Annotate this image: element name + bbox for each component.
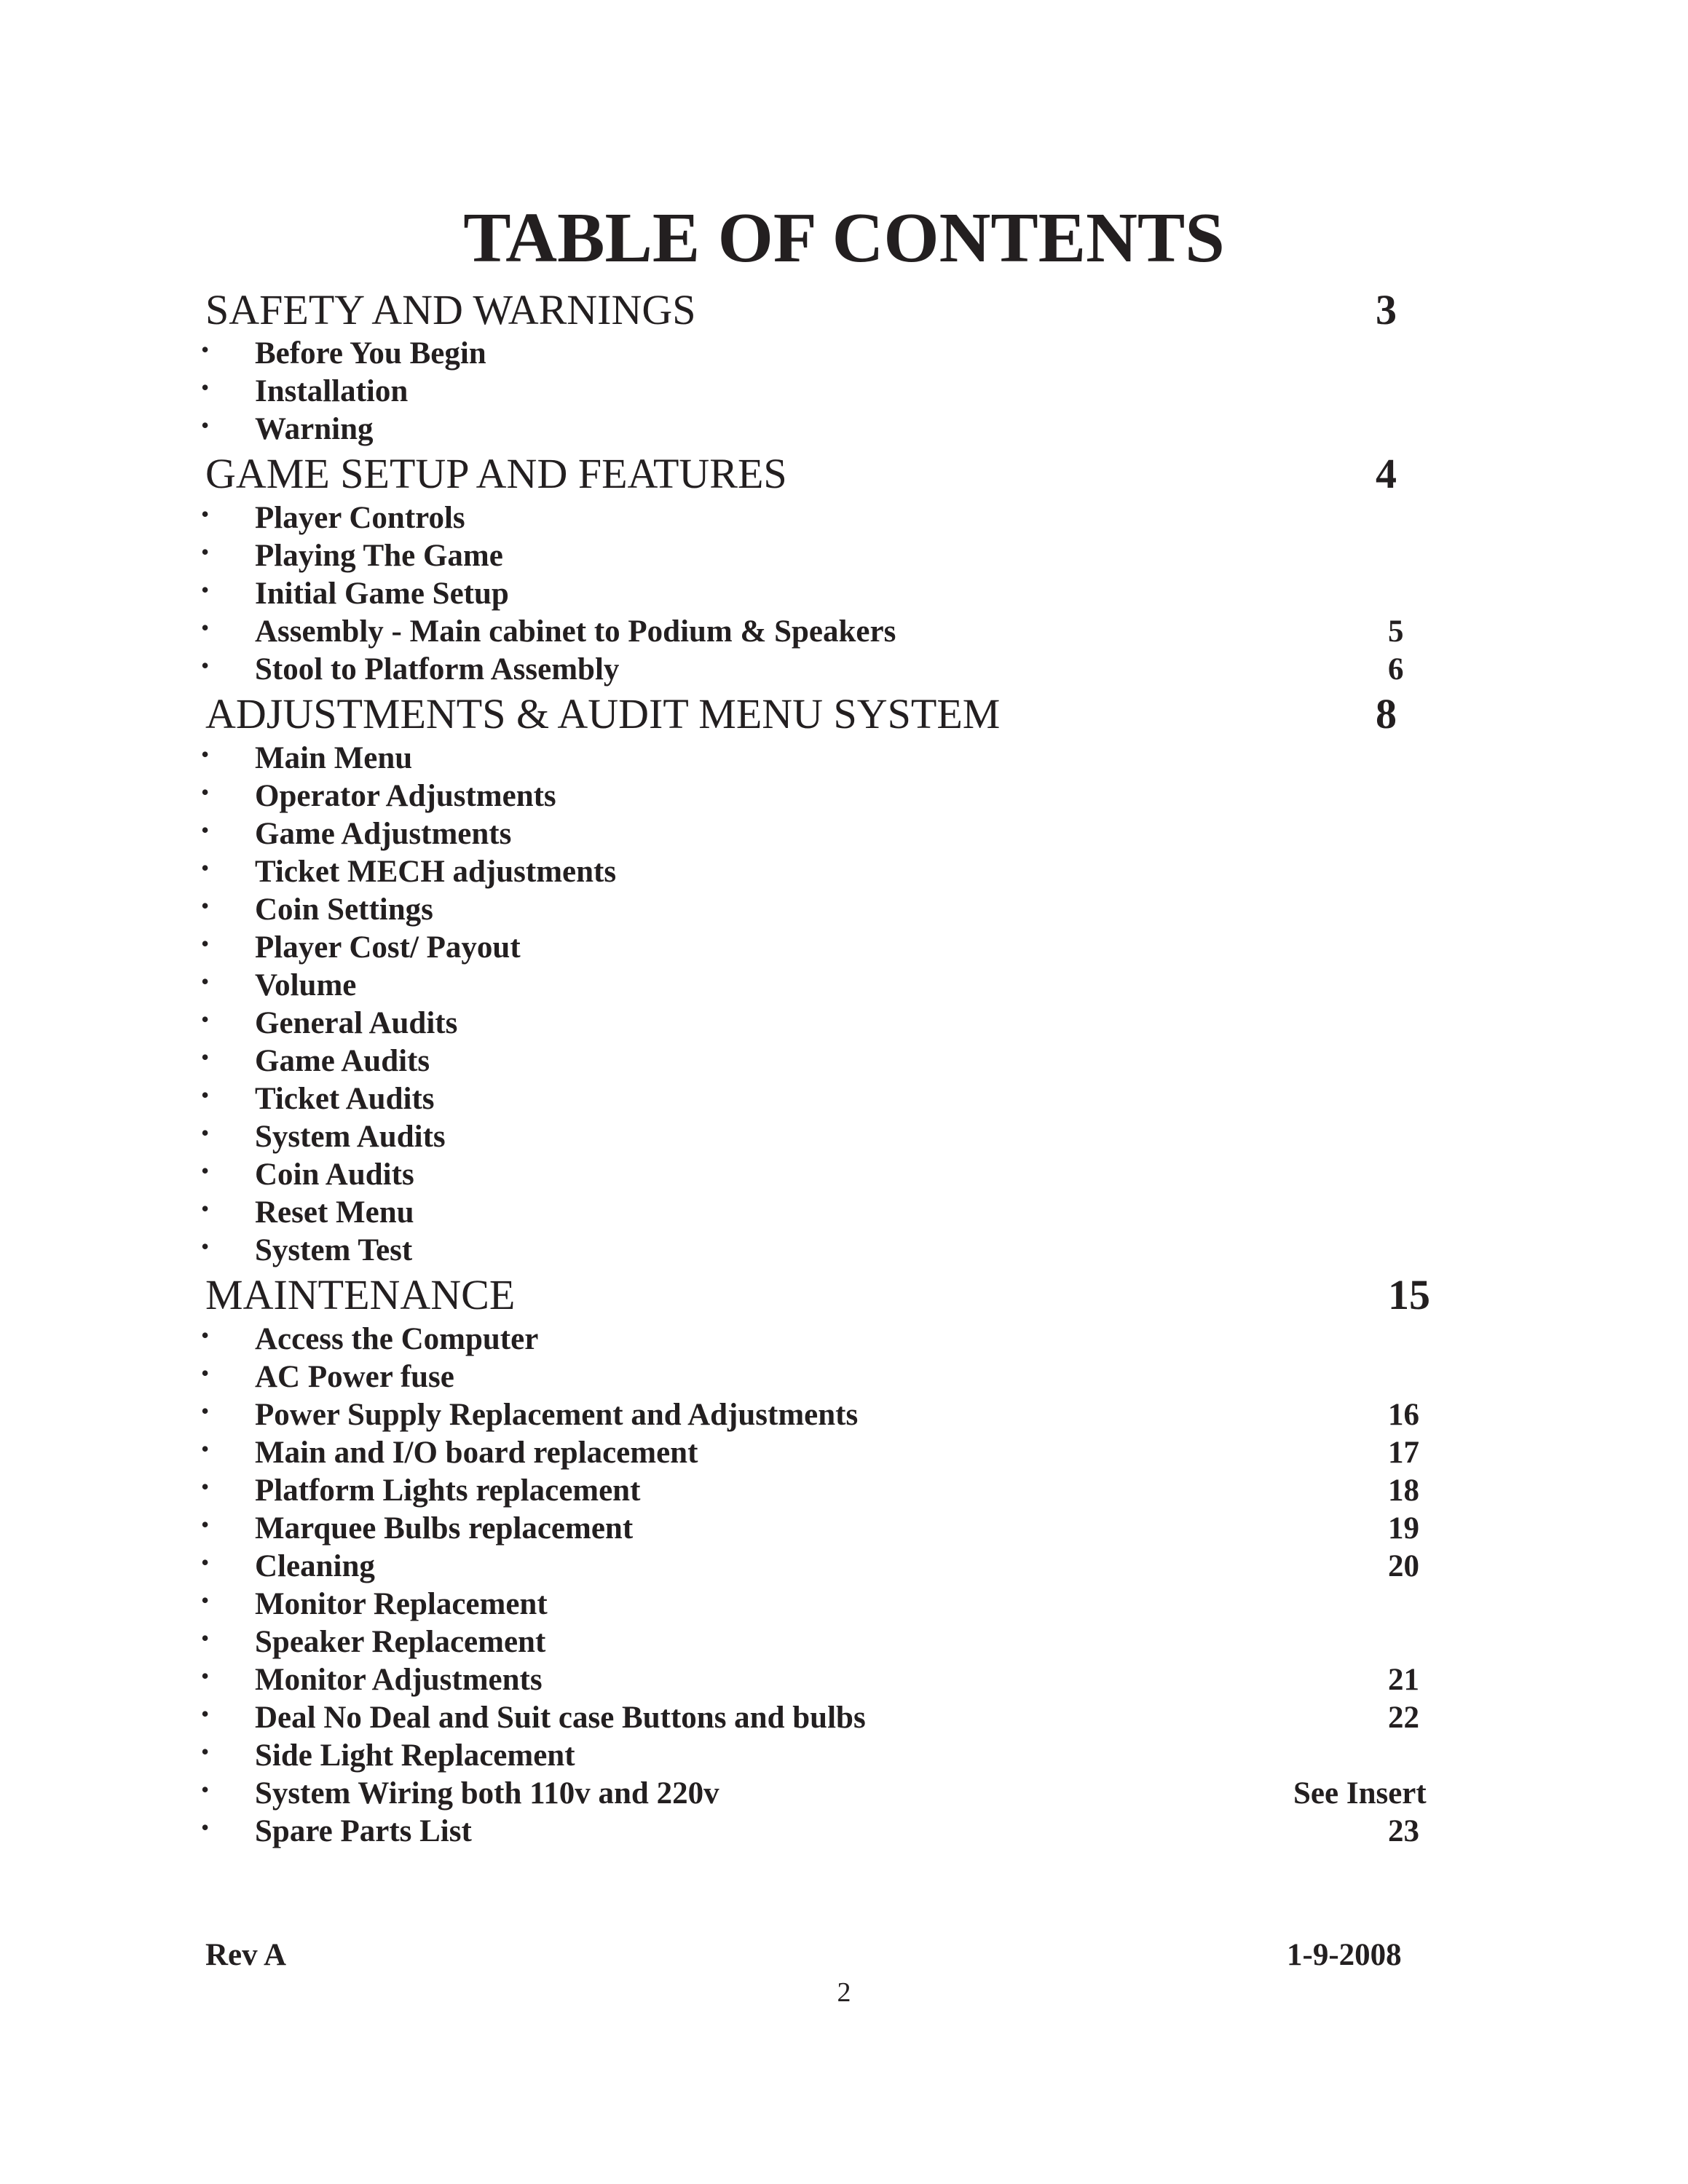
toc-item-page-number: 23 bbox=[1388, 1814, 1419, 1848]
toc-item-label: Installation bbox=[255, 374, 409, 408]
toc-item-label: Speaker Replacement bbox=[255, 1625, 546, 1659]
bullet-icon: • bbox=[201, 336, 210, 363]
toc-item-label: Game Audits bbox=[255, 1044, 430, 1078]
bullet-icon: • bbox=[201, 1663, 210, 1689]
bullet-icon: • bbox=[201, 1738, 210, 1765]
toc-item-label: Main and I/O board replacement bbox=[255, 1436, 698, 1470]
bullet-icon: • bbox=[201, 1082, 210, 1108]
revision-label: Rev A bbox=[205, 1938, 287, 1972]
bullet-icon: • bbox=[201, 1120, 210, 1146]
bullet-icon: • bbox=[201, 855, 210, 881]
toc-item-page-number: 20 bbox=[1388, 1549, 1419, 1583]
bullet-icon: • bbox=[201, 614, 210, 641]
section-title: SAFETY AND WARNINGS bbox=[205, 286, 696, 333]
section-title: MAINTENANCE bbox=[205, 1271, 516, 1318]
bullet-icon: • bbox=[201, 1322, 210, 1348]
bullet-icon: • bbox=[201, 1195, 210, 1222]
bullet-icon: • bbox=[201, 1549, 210, 1575]
bullet-icon: • bbox=[201, 817, 210, 843]
bullet-icon: • bbox=[201, 539, 210, 565]
toc-item-page-number: 5 bbox=[1388, 614, 1404, 649]
bullet-icon: • bbox=[201, 1701, 210, 1727]
toc-item-label: Warning bbox=[255, 412, 374, 446]
bullet-icon: • bbox=[201, 1625, 210, 1651]
toc-item-label: System Wiring both 110v and 220v bbox=[255, 1776, 719, 1811]
bullet-icon: • bbox=[201, 1436, 210, 1462]
bullet-icon: • bbox=[201, 1776, 210, 1803]
toc-item-label: Player Controls bbox=[255, 501, 465, 535]
bullet-icon: • bbox=[201, 412, 210, 438]
bullet-icon: • bbox=[201, 1587, 210, 1613]
bullet-icon: • bbox=[201, 930, 210, 957]
bullet-icon: • bbox=[201, 577, 210, 603]
bullet-icon: • bbox=[201, 741, 210, 767]
toc-item-label: Player Cost/ Payout bbox=[255, 930, 521, 965]
bullet-icon: • bbox=[201, 893, 210, 919]
bullet-icon: • bbox=[201, 1044, 210, 1070]
toc-item-page-number: 19 bbox=[1388, 1511, 1419, 1546]
section-page-number: 4 bbox=[1376, 450, 1397, 497]
section-page-number: 3 bbox=[1376, 286, 1397, 333]
page-title: TABLE OF CONTENTS bbox=[463, 199, 1225, 277]
toc-item-label: Coin Audits bbox=[255, 1158, 414, 1192]
toc-item-label: Initial Game Setup bbox=[255, 577, 509, 611]
toc-item-label: Assembly - Main cabinet to Podium & Speakers bbox=[255, 614, 896, 649]
toc-item-label: Coin Settings bbox=[255, 893, 433, 927]
toc-item-label: Stool to Platform Assembly bbox=[255, 652, 620, 687]
section-title: GAME SETUP AND FEATURES bbox=[205, 450, 787, 497]
bullet-icon: • bbox=[201, 779, 210, 805]
bullet-icon: • bbox=[201, 968, 210, 994]
bullet-icon: • bbox=[201, 1360, 210, 1386]
toc-item-label: Monitor Replacement bbox=[255, 1587, 548, 1621]
toc-item-label: General Audits bbox=[255, 1006, 458, 1040]
toc-item-label: Operator Adjustments bbox=[255, 779, 556, 813]
toc-item-label: Access the Computer bbox=[255, 1322, 539, 1356]
toc-item-label: System Audits bbox=[255, 1120, 446, 1154]
bullet-icon: • bbox=[201, 501, 210, 527]
toc-item-page-number: 16 bbox=[1388, 1398, 1419, 1432]
toc-item-label: System Test bbox=[255, 1233, 413, 1267]
toc-item-label: Spare Parts List bbox=[255, 1814, 472, 1848]
toc-item-label: Monitor Adjustments bbox=[255, 1663, 543, 1697]
bullet-icon: • bbox=[201, 1511, 210, 1538]
toc-item-label: Before You Begin bbox=[255, 336, 486, 371]
toc-item-label: Game Adjustments bbox=[255, 817, 512, 851]
toc-item-label: Platform Lights replacement bbox=[255, 1473, 641, 1508]
toc-item-label: Marquee Bulbs replacement bbox=[255, 1511, 634, 1546]
toc-item-label: Ticket MECH adjustments bbox=[255, 855, 617, 889]
toc-item-label: Cleaning bbox=[255, 1549, 375, 1583]
section-page-number: 8 bbox=[1376, 690, 1397, 737]
bullet-icon: • bbox=[201, 1006, 210, 1032]
toc-item-page-number: 18 bbox=[1388, 1473, 1419, 1508]
bullet-icon: • bbox=[201, 1398, 210, 1424]
toc-item-label: Playing The Game bbox=[255, 539, 503, 573]
toc-item-label: Power Supply Replacement and Adjustments bbox=[255, 1398, 859, 1432]
toc-item-label: Ticket Audits bbox=[255, 1082, 435, 1116]
toc-item-page-number: 22 bbox=[1388, 1701, 1419, 1735]
section-title: ADJUSTMENTS & AUDIT MENU SYSTEM bbox=[205, 690, 1001, 737]
toc-item-label: AC Power fuse bbox=[255, 1360, 454, 1394]
toc-item-label: Volume bbox=[255, 968, 357, 1002]
toc-item-page-number: See Insert bbox=[1293, 1776, 1427, 1811]
bullet-icon: • bbox=[201, 652, 210, 678]
section-page-number: 15 bbox=[1388, 1271, 1430, 1318]
bullet-icon: • bbox=[201, 374, 210, 400]
revision-date: 1-9-2008 bbox=[1287, 1938, 1402, 1972]
bullet-icon: • bbox=[201, 1814, 210, 1840]
bullet-icon: • bbox=[201, 1473, 210, 1500]
toc-item-page-number: 17 bbox=[1388, 1436, 1419, 1470]
page-number: 2 bbox=[837, 1977, 851, 2008]
toc-item-page-number: 6 bbox=[1388, 652, 1404, 687]
toc-item-label: Main Menu bbox=[255, 741, 413, 775]
toc-item-label: Deal No Deal and Suit case Buttons and bulbs bbox=[255, 1701, 866, 1735]
toc-item-label: Reset Menu bbox=[255, 1195, 414, 1230]
toc-item-page-number: 21 bbox=[1388, 1663, 1419, 1697]
toc-item-label: Side Light Replacement bbox=[255, 1738, 575, 1773]
bullet-icon: • bbox=[201, 1158, 210, 1184]
bullet-icon: • bbox=[201, 1233, 210, 1259]
